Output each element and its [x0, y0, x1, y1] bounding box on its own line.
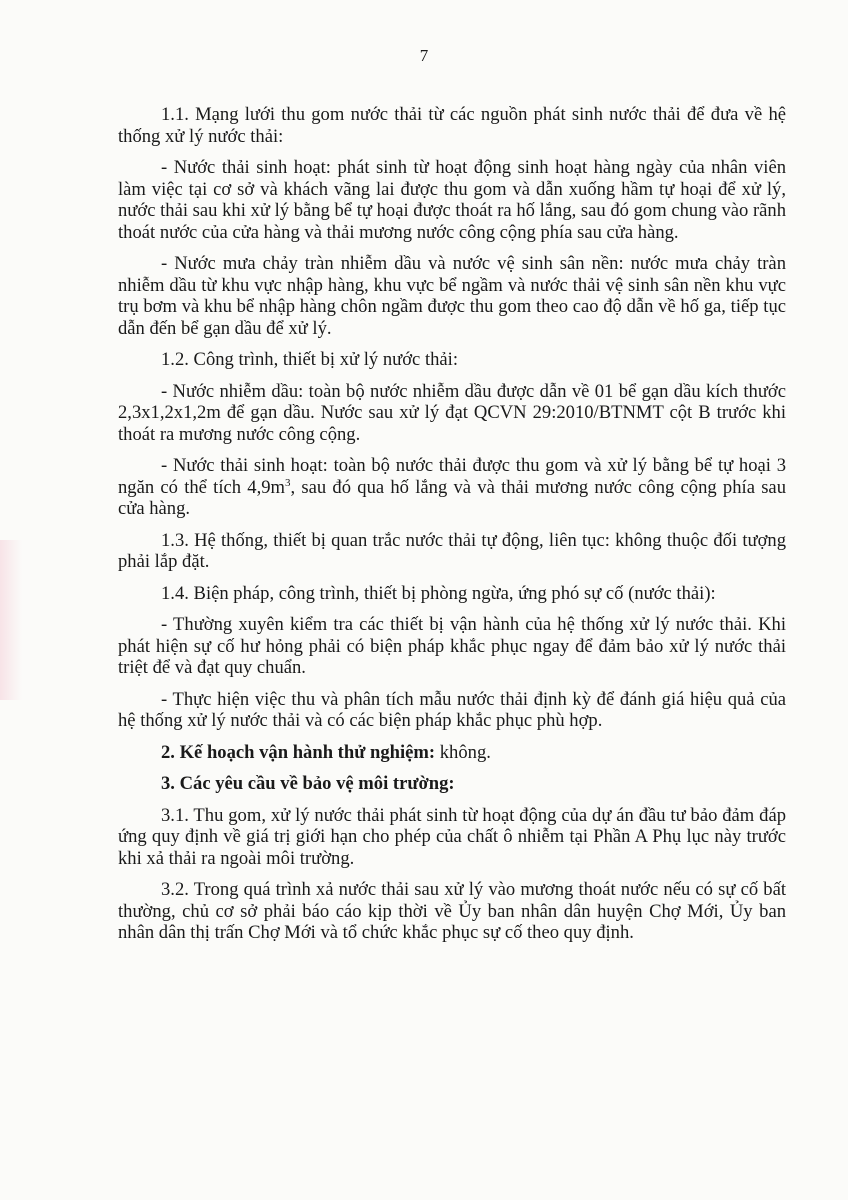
section-2	[118, 742, 786, 764]
margin-stamp-trace	[0, 540, 22, 700]
section-2-heading: 2. Kế hoạch vận hành thử nghiệm:	[161, 741, 436, 763]
section-1-4-inspection: - Thường xuyên kiểm tra các thiết bị vận hành của hệ thống xử lý nước thải. Khi phát hiện sự cố hư hỏng phải có biện pháp khắc phục ngay để đảm bảo xử lý nước thải triệt để và đạt quy chuẩn.	[118, 614, 786, 678]
section-3-2: 3.2. Trong quá trình xả nước thải sau xử lý vào mương thoát nước nếu có sự cố bất thường, chủ cơ sở phải báo cáo kịp thời về Ủy ban nhân dân huyện Chợ Mới, Ủy ban nhân dân thị trấn Chợ Mới và tổ chức khắc phục sự cố theo quy định.	[118, 879, 786, 943]
section-1-3: 1.3. Hệ thống, thiết bị quan trắc nước thải tự động, liên tục: không thuộc đối tượng phải lắp đặt.	[118, 529, 786, 572]
section-2-value: không.	[435, 741, 491, 763]
section-1-2-oily-water: - Nước nhiễm dầu: toàn bộ nước nhiễm dầu được dẫn về 01 bể gạn dầu kích thước 2,3x1,2x1,2m để gạn dầu. Nước sau xử lý đạt QCVN 29:2010/BTNMT cột B trước khi thoát ra mương nước công cộng.	[118, 380, 786, 445]
document-body	[118, 104, 786, 954]
section-1-1-domestic-wastewater: - Nước thải sinh hoạt: phát sinh từ hoạt động sinh hoạt hàng ngày của nhân viên làm việc tại cơ sở và khách vãng lai được thu gom và dẫn xuống hầm tự hoại để xử lý, nước thải sau khi xử lý bằng bể tự hoại được thoát ra hố lắng, sau đó gom chung vào rãnh thoát nước của cửa hàng và thải mương nước công cộng phía sau cửa hàng.	[118, 157, 786, 243]
section-3-1: 3.1. Thu gom, xử lý nước thải phát sinh từ hoạt động của dự án đầu tư bảo đảm đáp ứng quy định về giá trị giới hạn cho phép của chất ô nhiễm tại Phần A Phụ lục này trước khi xả thải ra ngoài môi trường.	[118, 804, 786, 869]
section-1-4-sampling: - Thực hiện việc thu và phân tích mẫu nước thải định kỳ để đánh giá hiệu quả của hệ thống xử lý nước thải và có các biện pháp khắc phục phù hợp.	[118, 688, 786, 731]
section-1-2: 1.2. Công trình, thiết bị xử lý nước thải:	[161, 349, 458, 370]
page-number: 7	[419, 46, 429, 65]
section-3-heading: 3. Các yêu cầu về bảo vệ môi trường:	[161, 773, 455, 794]
section-1-2-domestic-wastewater: - Nước thải sinh hoạt: toàn bộ nước thải được thu gom và xử lý bằng bể tự hoại 3 ngăn có thể tích $4,9m^3$, sau đó qua hố lắng và và thải mương nước công cộng phía sau cửa hàng.	[118, 455, 786, 519]
section-1-1-oily-runoff: - Nước mưa chảy tràn nhiễm dầu và nước vệ sinh sân nền: nước mưa chảy tràn nhiễm dầu từ khu vực nhập hàng, khu vực bể ngầm và nước thải vệ sinh sân nền khu vực trụ bơm và khu bể nhập hàng chôn ngầm được thu gom theo cao độ dẫn về hố ga, tiếp tục dẫn đến bể gạn dầu để xử lý.	[118, 253, 786, 339]
section-1-4: 1.4. Biện pháp, công trình, thiết bị phòng ngừa, ứng phó sự cố (nước thải):	[161, 582, 716, 604]
section-1-1: 1.1. Mạng lưới thu gom nước thải từ các nguồn phát sinh nước thải để đưa về hệ thống xử lý nước thải:	[118, 104, 786, 147]
